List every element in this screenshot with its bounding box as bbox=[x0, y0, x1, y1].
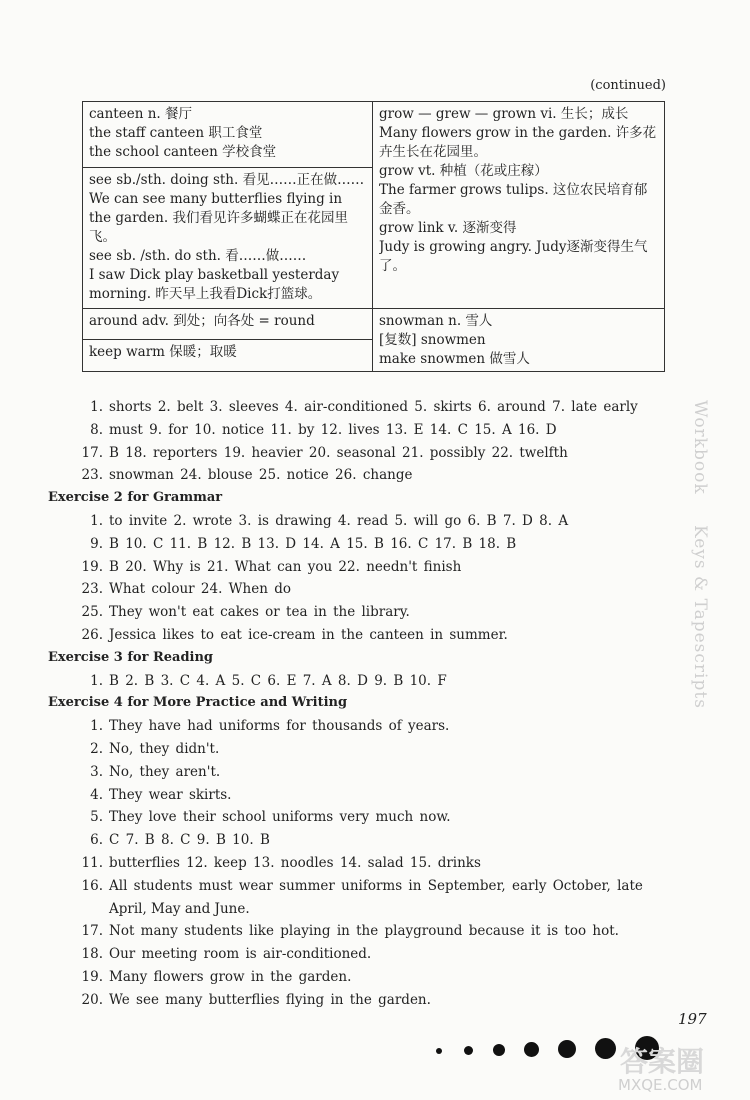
answer-text: Our meeting room is air-conditioned. bbox=[109, 946, 372, 963]
answer-text: B 20. Why is 21. What can you 22. needn't finish bbox=[109, 558, 462, 575]
answer-number: 17. bbox=[81, 923, 103, 940]
answer-text: No, they aren't. bbox=[109, 763, 221, 780]
answer-text: B 2. B 3. C 4. A 5. C 6. E 7. A 8. D 9. B 10. F bbox=[109, 672, 447, 689]
dot bbox=[436, 1048, 442, 1054]
answer-text: They have had uniforms for thousands of years. bbox=[109, 718, 450, 735]
answer-number: 25. bbox=[81, 604, 103, 621]
answer-line bbox=[48, 419, 688, 442]
cell-around bbox=[83, 308, 373, 340]
answer-text: They love their school uniforms very much now. bbox=[109, 809, 451, 826]
answer-line bbox=[48, 601, 688, 624]
answer-line bbox=[48, 875, 688, 898]
exercise-heading: Exercise 2 for Grammar bbox=[48, 490, 223, 506]
answer-text: must 9. for 10. notice 11. by 12. lives 13. E 14. C 15. A 16. D bbox=[109, 421, 557, 438]
cell-snowman bbox=[373, 308, 665, 371]
exercise-heading: Exercise 4 for More Practice and Writing bbox=[48, 695, 348, 711]
cell-line: [复数] snowmen bbox=[379, 331, 486, 348]
answer-text: What colour 24. When do bbox=[109, 581, 291, 598]
answer-text: B 10. C 11. B 12. B 13. D 14. A 15. B 16. C 17. B 18. B bbox=[109, 535, 517, 552]
answer-number: 20. bbox=[81, 991, 103, 1008]
answer-number: 23. bbox=[81, 581, 103, 598]
answer-text: Many flowers grow in the garden. bbox=[109, 968, 352, 985]
answer-number: 19. bbox=[81, 968, 103, 985]
cell-line: see sb. /sth. do sth. 看……做…… bbox=[89, 248, 307, 265]
answer-number: 1. bbox=[90, 512, 103, 529]
watermark-logo: 答案圈 bbox=[620, 1045, 705, 1078]
answer-text: snowman 24. blouse 25. notice 26. change bbox=[109, 467, 413, 484]
answer-continuation: April, May and June. bbox=[109, 900, 250, 917]
vocabulary-table bbox=[82, 101, 665, 372]
cell-line: canteen n. 餐厅 bbox=[89, 106, 192, 122]
answer-line bbox=[48, 738, 688, 761]
answer-number: 18. bbox=[81, 946, 103, 963]
cell-line: the school canteen 学校食堂 bbox=[89, 144, 277, 160]
answer-line bbox=[48, 966, 688, 989]
answer-line bbox=[48, 442, 688, 465]
answer-text: Jessica likes to eat ice-cream in the canteen in summer. bbox=[109, 626, 508, 643]
cell-grow bbox=[373, 102, 665, 309]
answer-number: 2. bbox=[90, 740, 103, 757]
answer-number: 4. bbox=[90, 786, 103, 803]
cell-line: grow vt. 种植（花或庄稼） bbox=[379, 163, 548, 179]
answer-number: 17. bbox=[81, 444, 103, 461]
cell-line: around adv. 到处；向各处 = round bbox=[89, 312, 315, 329]
answer-list bbox=[48, 396, 688, 1012]
watermark-url: MXQE.COM bbox=[618, 1076, 703, 1094]
cell-keep-warm bbox=[83, 340, 373, 372]
answer-number: 1. bbox=[90, 399, 103, 415]
answer-line bbox=[48, 533, 688, 556]
answer-number: 1. bbox=[90, 672, 103, 689]
answer-text: C 7. B 8. C 9. B 10. B bbox=[109, 832, 270, 849]
dot bbox=[595, 1038, 616, 1059]
exercise-heading: Exercise 3 for Reading bbox=[48, 649, 214, 665]
answer-text: All students must wear summer uniforms in September, early October, late bbox=[109, 877, 643, 894]
page-number: 197 bbox=[678, 1010, 707, 1028]
cell-line: keep warm 保暖；取暖 bbox=[89, 344, 237, 361]
answer-line bbox=[48, 852, 688, 875]
answer-line bbox=[48, 670, 688, 693]
cell-line: I saw Dick play basketball yesterday morning. 昨天早上我看Dick打篮球。 bbox=[89, 267, 340, 303]
answer-number: 23. bbox=[81, 467, 103, 484]
dot bbox=[464, 1046, 473, 1055]
answer-number: 1. bbox=[90, 718, 103, 735]
answer-line bbox=[48, 806, 688, 829]
cell-see bbox=[83, 168, 373, 309]
answer-line bbox=[48, 715, 688, 738]
cell-line: The farmer grows tulips. 这位农民培育郁金香。 bbox=[379, 182, 648, 217]
dot bbox=[558, 1040, 576, 1058]
cell-line: see sb./sth. doing sth. 看见……正在做…… bbox=[89, 172, 365, 189]
cell-line: grow link v. 逐渐变得 bbox=[379, 220, 517, 236]
cell-canteen bbox=[83, 102, 373, 168]
answer-line bbox=[48, 761, 688, 784]
continued-label: (continued) bbox=[590, 78, 666, 93]
answer-line bbox=[48, 829, 688, 852]
cell-line: snowman n. 雪人 bbox=[379, 312, 493, 329]
dot bbox=[524, 1042, 539, 1057]
answer-line bbox=[48, 624, 688, 647]
answer-line bbox=[48, 920, 688, 943]
answer-line bbox=[48, 578, 688, 601]
side-title-top: Workbook bbox=[690, 400, 710, 495]
answer-text: Not many students like playing in the playground because it is too hot. bbox=[109, 923, 619, 940]
cell-line: Many flowers grow in the garden. 许多花卉生长在花园里。 bbox=[379, 125, 657, 160]
side-title-bottom: Keys & Tapescripts bbox=[690, 524, 710, 709]
answer-number: 26. bbox=[81, 626, 103, 643]
answer-line bbox=[48, 464, 688, 487]
answer-number: 3. bbox=[90, 763, 103, 780]
answer-line bbox=[48, 989, 688, 1012]
answer-line bbox=[48, 943, 688, 966]
side-running-title bbox=[690, 400, 730, 709]
answer-line bbox=[48, 510, 688, 533]
cell-line: We can see many butterflies flying in the garden. 我们看见许多蝴蝶正在花园里飞。 bbox=[89, 191, 348, 246]
answer-number: 8. bbox=[90, 421, 103, 438]
answer-text: They won't eat cakes or tea in the library. bbox=[109, 604, 410, 621]
cell-line: grow — grew — grown vi. 生长；成长 bbox=[379, 106, 629, 122]
cell-line: Judy is growing angry. Judy逐渐变得生气了。 bbox=[379, 239, 648, 274]
answer-text: to invite 2. wrote 3. is drawing 4. read 5. will go 6. B 7. D 8. A bbox=[109, 512, 569, 529]
answer-line bbox=[48, 784, 688, 807]
answer-line bbox=[48, 396, 688, 419]
cell-line: the staff canteen 职工食堂 bbox=[89, 125, 263, 141]
answer-number: 19. bbox=[81, 558, 103, 575]
answer-number: 5. bbox=[90, 809, 103, 826]
answer-text: shorts 2. belt 3. sleeves 4. air-conditioned 5. skirts 6. around 7. late early bbox=[109, 399, 638, 415]
answer-text: No, they didn't. bbox=[109, 740, 220, 757]
answer-number: 9. bbox=[90, 535, 103, 552]
answer-text: We see many butterflies flying in the garden. bbox=[109, 991, 431, 1008]
dot bbox=[493, 1044, 505, 1056]
answer-line bbox=[48, 556, 688, 579]
answer-text: They wear skirts. bbox=[109, 786, 232, 803]
cell-line: make snowmen 做雪人 bbox=[379, 350, 530, 367]
answer-number: 11. bbox=[81, 854, 103, 871]
answer-text: B 18. reporters 19. heavier 20. seasonal 21. possibly 22. twelfth bbox=[109, 444, 568, 461]
answer-text: butterflies 12. keep 13. noodles 14. salad 15. drinks bbox=[109, 854, 481, 871]
answer-number: 6. bbox=[90, 832, 103, 849]
answer-number: 16. bbox=[81, 877, 103, 894]
